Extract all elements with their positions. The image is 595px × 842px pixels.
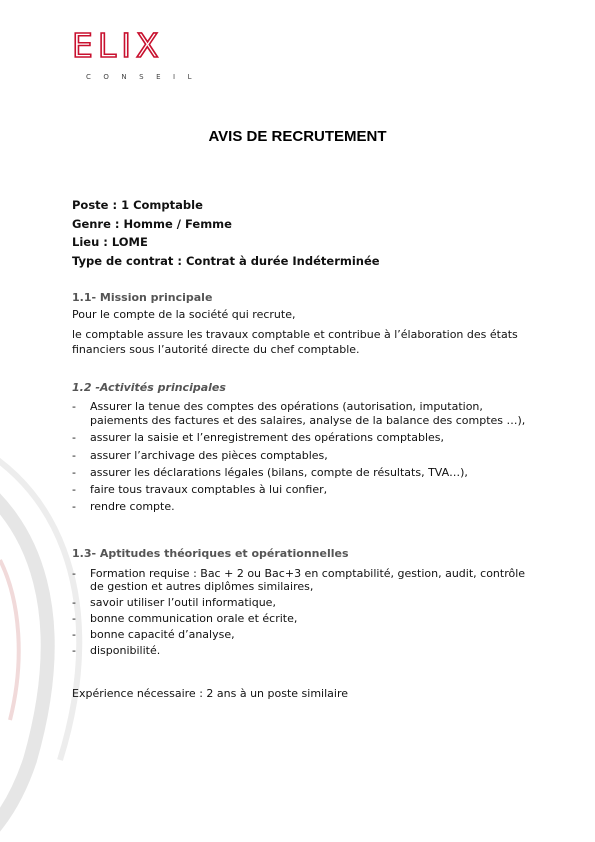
list-item: - faire tous travaux comptables à lui confier, xyxy=(72,483,328,497)
list-item: - assurer les déclarations légales (bilans, compte de résultats, TVA…), xyxy=(72,465,468,479)
list-item: - Formation requise : Bac + 2 ou Bac+3 en comptabilité, gestion, audit, contrôle de gestion et autres diplômes similaires, xyxy=(72,567,526,593)
list-item: - assurer la saisie et l’enregistrement des opérations comptables, xyxy=(72,431,445,445)
section-heading-aptitudes: 1.3- Aptitudes théoriques et opérationnelles xyxy=(72,547,349,560)
list-item: - disponibilité. xyxy=(72,644,161,657)
list-item: - savoir utiliser l’outil informatique, xyxy=(72,596,276,609)
mission-line: Pour le compte de la société qui recrute, xyxy=(72,308,296,321)
list-item: - bonne communication orale et écrite, xyxy=(72,612,298,625)
list-item: - assurer l’archivage des pièces comptables, xyxy=(72,448,328,462)
info-poste: Poste : 1 Comptable xyxy=(72,198,203,212)
info-lieu: Lieu : LOME xyxy=(72,235,148,249)
experience-requirement: Expérience nécessaire : 2 ans à un poste similaire xyxy=(72,687,348,700)
logo-wordmark: ELIX xyxy=(72,26,164,65)
section-heading-activites: 1.2 -Activités principales xyxy=(72,381,226,394)
mission-line: financiers sous l’autorité directe du chef comptable. xyxy=(72,343,360,356)
job-info xyxy=(72,196,380,270)
activites-list xyxy=(72,400,542,514)
logo-subtitle: CONSEIL xyxy=(86,73,204,81)
mission-line: le comptable assure les travaux comptable et contribue à l’élaboration des états xyxy=(72,327,518,341)
list-item: - Assurer la tenue des comptes des opérations (autorisation, imputation, paiements des factures et des salaires, analyse de la balance des comptes …), xyxy=(72,400,526,428)
list-item: - bonne capacité d’analyse, xyxy=(72,628,235,641)
mission-paragraph xyxy=(72,307,552,358)
info-genre: Genre : Homme / Femme xyxy=(72,216,232,231)
page-title: AVIS DE RECRUTEMENT xyxy=(208,128,387,145)
section-heading-mission: 1.1- Mission principale xyxy=(72,291,213,304)
list-item: - rendre compte. xyxy=(72,500,175,514)
info-contrat: Type de contrat : Contrat à durée Indéterminée xyxy=(72,253,380,268)
aptitudes-list xyxy=(72,567,542,657)
